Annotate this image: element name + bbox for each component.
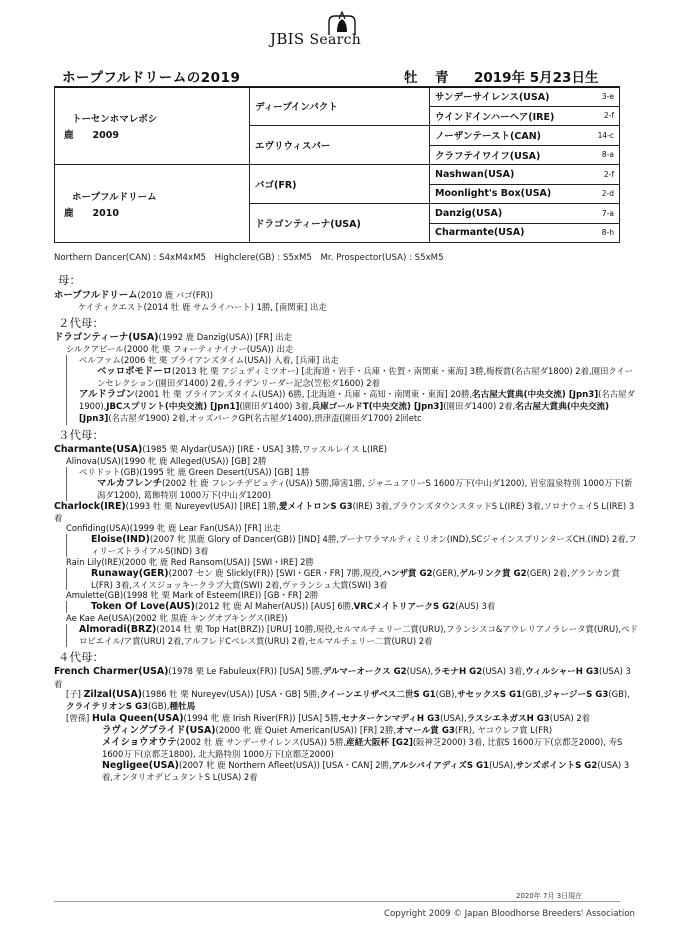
- family-line: シルクアピール(2000 牝 栗 フォーティナイナー(USA)) 出走: [66, 344, 294, 355]
- line-text: (2002 牡 鹿 フレンチデピュティ(USA)) 5勝,障害1勝, ジャニュアリーS 1600万下(中山ダ1200), 岩室温泉特別 1000万下(新潟ダ1200), 葛飾特別 1000万下(中山ダ1200): [97, 477, 633, 500]
- family-line: [66, 601, 638, 613]
- line-text: (2013 牝 栗 アジュディミツオー) [北海道・岩手・兵庫・佐賀・南関東・東海] 3勝,梅桜賞(名古屋ダ1800) 2着,園田クイーンセレクション(園田ダ1400) 2着,ライデンリーダー記念(笠松ダ1600) 2着: [97, 365, 634, 388]
- section-4th-dam-heading: ４代母：: [58, 649, 104, 664]
- footer-divider: [54, 901, 620, 902]
- race-bold: ラモナH G2: [433, 667, 483, 678]
- line-text: (2012 牝 鹿 Al Maher(AUS)) [AUS] 6勝,: [194, 601, 354, 612]
- section-dam-heading: 母：: [58, 273, 81, 287]
- horse-birth-date: 2019年 5月23日生: [474, 70, 599, 86]
- horse-link[interactable]: ラヴィングプライド(USA): [102, 725, 216, 737]
- ggp-cell-5[interactable]: Nashwan(USA): [430, 165, 580, 185]
- line-text: (園田ダ1400) 2着,: [443, 400, 516, 411]
- family-line: [66, 624, 638, 647]
- family-line: [54, 332, 638, 344]
- horse-link[interactable]: Charmante(USA): [54, 444, 143, 456]
- line-text: (名古屋ダ1900) 2着,オッズパークGP(名古屋ダ1400),摂津盃(園田ダ1700) 2回etc: [108, 412, 422, 423]
- family-line: ケイティクエスト(2014 牡 鹿 サムライハート) 1勝, [南関東] 出走: [78, 301, 327, 312]
- ggp-cell-3[interactable]: ノーザンテースト(CAN): [430, 126, 580, 146]
- horse-link[interactable]: Negligee(USA): [102, 760, 179, 772]
- race-bold: ジャージーS G3: [543, 690, 609, 701]
- family-line: [66, 389, 638, 425]
- line-text: (2007 牝 黒鹿 Glory of Dancer(GB)) [IND] 4勝,プーナワラマルティミリオン(IND),SCジャインスプリンターズCH.(IND) 2着,フィリーズトライアルS(IND) 3着: [91, 534, 637, 557]
- race-bold: ゲルリンク賞 G2: [459, 568, 527, 579]
- race-bold: セナターケンマディH G3: [341, 714, 441, 725]
- line-text: (USA) 2着: [549, 713, 591, 724]
- family-line: [66, 366, 638, 389]
- female-family-section: [54, 270, 638, 783]
- family-line: ペリドット(GB)(1995 牝 鹿 Green Desert(USA)) [GB] 1勝: [66, 467, 638, 478]
- horse-link[interactable]: アルドラゴン: [79, 388, 135, 400]
- relation-tag: [曾孫]: [66, 713, 90, 724]
- line-text: (USA),: [489, 760, 516, 771]
- family-line: [54, 760, 638, 783]
- jbis-logo[interactable]: [270, 10, 410, 52]
- dam-cell[interactable]: [55, 165, 250, 243]
- sire-cell[interactable]: [55, 87, 250, 165]
- race-bold: オマール賞 G3: [396, 726, 455, 737]
- horse-link[interactable]: Runaway(GER): [91, 567, 169, 579]
- relation-tag: [子]: [66, 689, 81, 700]
- horse-link[interactable]: ドラゴンティーナ(USA): [54, 332, 159, 344]
- dam-dam-cell[interactable]: ドラゴンティーナ(USA): [250, 204, 430, 243]
- family-line: [66, 534, 638, 557]
- race-bold: 名古屋大賞典(中央交流) [Jpn3]: [79, 401, 610, 424]
- family-line: [66, 568, 638, 591]
- ggp-cell-4[interactable]: クラフテイワイフ(USA): [430, 145, 580, 165]
- logo-wordmark: [270, 30, 361, 48]
- horse-link[interactable]: ホープフルドリーム: [54, 289, 138, 301]
- ggp-cell-8[interactable]: Charmante(USA): [430, 223, 580, 243]
- sire-info: 鹿 2009: [64, 129, 119, 141]
- race-bold: 愛メイトロンS G3: [278, 501, 353, 512]
- race-bold: デルマーオークス G2: [322, 667, 407, 678]
- line-text: (USA) 3着,: [482, 666, 526, 677]
- family-line: Alinova(USA)(1990 牝 鹿 Alleged(USA)) [GB] 2勝: [66, 456, 267, 467]
- family-line: Amulette(GB)(1998 牝 栗 Mark of Esteem(IRE)) [GB・FR] 2勝: [66, 590, 319, 601]
- line-text: (2010 鹿 バゴ(FR)): [137, 289, 214, 300]
- race-bold: 産経大阪杯 [G2]: [346, 738, 413, 749]
- line-text: (USA),: [406, 666, 434, 677]
- line-text: (2014 牡 栗 Top Hat(BRZ)) [URU] 10勝,現役,セルマルチェリー二賞(URU),フランシスコ&アウレリアノラレータ賞(URU),ペドロビエイル/ア賞(URU) 2着,アルフレドCベレス賞(URU) 2着,セルマルチェリー二賞(URU) 2着: [79, 623, 638, 646]
- line-text: (GB),: [148, 701, 170, 712]
- horse-link[interactable]: Zilzal(USA): [83, 689, 143, 701]
- inbreeding-note: Northern Dancer(CAN) : S4xM4xM5 Highclere(GB) : S5xM5 Mr. Prospector(USA) : S5xM5: [54, 253, 444, 263]
- line-text: (AUS) 3着: [455, 601, 496, 612]
- line-text: (1985 栗 Alydar(USA)) [IRE・USA] 3勝,ワッスルレイス L(IRE): [142, 444, 388, 455]
- ggp-cell-1[interactable]: サンデーサイレンス(USA): [430, 87, 580, 107]
- race-bold: ラスシエネガスH G3: [466, 714, 550, 725]
- family-code-1: 3-e: [580, 87, 620, 107]
- horse-link[interactable]: Almoradi(BRZ): [79, 623, 157, 635]
- line-text: (1978 栗 Le Fabuleux(FR)) [USA] 5勝,: [168, 666, 323, 677]
- family-line: [54, 713, 638, 725]
- sire-dam-cell[interactable]: エヴリウィスパー: [250, 126, 430, 165]
- family-line: Rain Lily(IRE)(2000 牝 鹿 Red Ransom(USA)) [SWI・IRE] 2勝: [66, 556, 314, 567]
- line-text: (IRE) 3着,ブラウンズタウンスタッドS L(IRE) 3着,ソロナウェイS L(IRE) 3着: [54, 500, 635, 523]
- line-text: (GB),: [435, 689, 458, 700]
- race-bold: 種牡馬: [169, 702, 196, 713]
- sire-sire-cell[interactable]: ディープインパクト: [250, 87, 430, 126]
- family-line: [66, 478, 638, 501]
- race-bold: VRCメイトリアークS G2: [353, 602, 456, 613]
- family-line: [54, 501, 638, 524]
- race-bold: クライテリオンS G3: [66, 702, 149, 713]
- race-bold: ウィルシャーH G3: [525, 667, 599, 678]
- horse-link[interactable]: Charlock(IRE): [54, 500, 126, 512]
- family-line: Ae Kae Ae(USA)(2002 牝 黒鹿 キングオブキングス(IRE)): [66, 613, 288, 624]
- family-code-7: 7-a: [580, 204, 620, 224]
- horse-name: ホープフルドリームの2019: [62, 70, 241, 86]
- horse-link[interactable]: Eloise(IND): [91, 534, 150, 546]
- ggp-cell-2[interactable]: ウインドインハーヘア(IRE): [430, 106, 580, 126]
- family-line: [54, 725, 638, 737]
- family-code-2: 2-f: [580, 106, 620, 126]
- dam-name: ホープフルドリーム: [72, 191, 157, 203]
- section-3rd-dam-heading: ３代母：: [58, 427, 104, 442]
- horse-link[interactable]: Hula Queen(USA): [91, 713, 184, 725]
- logo-search: Search: [309, 32, 362, 48]
- ggp-cell-7[interactable]: Danzig(USA): [430, 204, 580, 224]
- race-bold: 兵庫ゴールドT(中央交流) [Jpn3]: [311, 401, 444, 412]
- ggp-cell-6[interactable]: Moonlight's Box(USA): [430, 184, 580, 204]
- as-of-date: 2020年 7月 3日現在: [516, 892, 583, 900]
- horse-link[interactable]: マルカフレンチ: [97, 477, 163, 489]
- family-line: [54, 290, 638, 302]
- line-text: (USA) 3着,オンタリオデビュタントS L(USA) 2着: [102, 760, 630, 783]
- line-text: (園田ダ1400) 3着,: [239, 400, 312, 411]
- family-code-8: 8-h: [580, 223, 620, 243]
- dam-sire-cell[interactable]: バゴ(FR): [250, 165, 430, 204]
- line-text: (1993 牡 栗 Nureyev(USA)) [IRE] 1勝,: [125, 500, 279, 511]
- family-line: [54, 666, 638, 689]
- line-text: (FR), ヤコウレフ賞 L(FR): [454, 725, 553, 736]
- family-code-3: 14-c: [580, 126, 620, 146]
- section-2nd-dam-heading: ２代母：: [58, 315, 104, 330]
- race-bold: JBCスプリント(中央交流) [Jpn1]: [106, 401, 240, 412]
- horse-link[interactable]: メイショウオウテ: [102, 737, 177, 749]
- line-text: (1992 鹿 Danzig(USA)) [FR] 出走: [158, 332, 293, 343]
- family-line: ベルファム(2006 牝 栗 ブライアンズタイム(USA)) 入着, [兵庫] 出走: [66, 355, 638, 366]
- race-bold: クイーンエリザベス二世S G1: [319, 690, 436, 701]
- line-text: (2002 牡 鹿 サンデーサイレンス(USA)) 5勝,: [176, 737, 347, 748]
- line-text: (2001 牡 栗 ブライアンズタイム(USA)) 6勝, [北海道・兵庫・高知・南関東・東海] 20勝,: [134, 388, 473, 399]
- line-text: (GER),: [432, 567, 460, 578]
- line-text: (2000 牝 鹿 Quiet American(USA)) [FR] 2勝,: [215, 725, 397, 736]
- logo-jbis: JBIS: [270, 30, 305, 48]
- line-text: (GB),: [522, 689, 544, 700]
- copyright: Copyright 2009 © Japan Bloodhorse Breeders' Association: [384, 909, 635, 919]
- family-line: [54, 444, 638, 456]
- race-bold: サセックスS G1: [457, 690, 523, 701]
- pedigree-table: [54, 86, 620, 243]
- horse-link[interactable]: ベッロポモドーロ: [97, 365, 173, 377]
- sire-name: トーセンホマレボシ: [72, 113, 158, 125]
- line-text: (USA) 3着: [54, 666, 631, 689]
- line-text: (名古屋ダ1900),: [79, 388, 635, 411]
- family-line: [54, 689, 638, 713]
- line-text: (2007 牝 鹿 Northern Afleet(USA)) [USA・CAN] 2勝,: [178, 760, 392, 771]
- family-line: [54, 737, 638, 760]
- horse-title-row: [54, 62, 620, 88]
- line-text: (1994 牝 鹿 Irish River(FR)) [USA] 5勝,: [183, 713, 342, 724]
- horse-link[interactable]: Token Of Love(AUS): [91, 601, 195, 613]
- family-line: Confiding(USA)(1999 牝 鹿 Lear Fan(USA)) [FR] 出走: [66, 523, 281, 534]
- line-text: (GER) 2着,グランカン賞 L(FR) 3着,スイスジョッキークラブ大賞(SWI) 2着,ヴァランシュ大賞(SWI) 3着: [91, 567, 621, 590]
- line-text: (GB),: [608, 689, 630, 700]
- family-code-5: 2-f: [580, 165, 620, 185]
- line-text: (2007 セン 鹿 Slickly(FR)) [SWI・GER・FR] 7勝,現役,: [168, 567, 383, 578]
- race-bold: アルシバイアディズS G1: [391, 761, 490, 772]
- family-code-4: 8-a: [580, 145, 620, 165]
- family-code-6: 2-d: [580, 184, 620, 204]
- line-text: (阪神芝2000) 3着, 比叡S 1600万下(京都芝2000), 寿S 1600万下(京都芝1800), 北大路特別 1000万下(京都芝2000): [102, 737, 623, 760]
- race-bold: 名古屋大賞典(中央交流) [Jpn3]: [472, 389, 599, 400]
- horse-sex-color: 牡 青: [404, 70, 451, 86]
- line-text: (1986 牡 栗 Nureyev(USA)) [USA・GB] 5勝,: [142, 689, 320, 700]
- dam-info: 鹿 2010: [64, 207, 119, 219]
- horse-link[interactable]: French Charmer(USA): [54, 666, 169, 678]
- line-text: (USA),: [440, 713, 467, 724]
- race-bold: サンズポイントS G2: [515, 761, 598, 772]
- race-bold: ハンザ賞 G2: [382, 568, 433, 579]
